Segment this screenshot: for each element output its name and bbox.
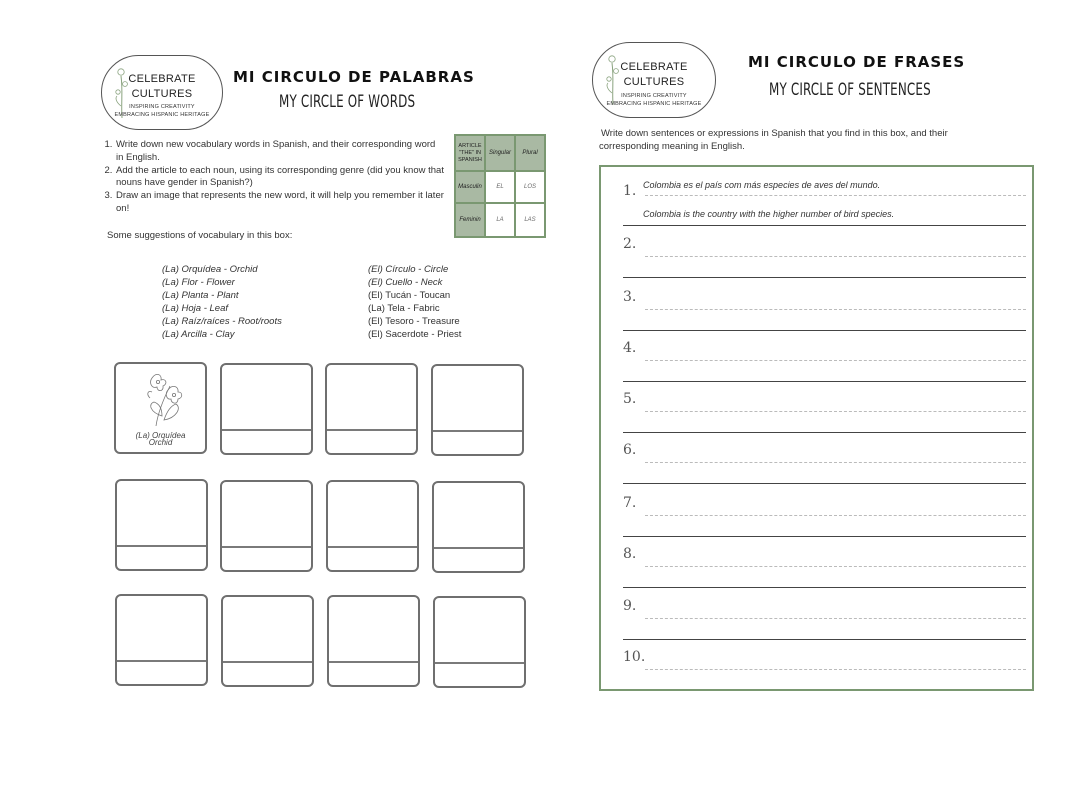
sentence-row[interactable]	[601, 588, 1032, 639]
logo-text-cultures: CULTURES	[623, 76, 685, 88]
sentence-dashed-line	[645, 618, 1026, 619]
card-divider	[329, 661, 418, 663]
word-card[interactable]	[115, 479, 208, 571]
vocab-item: (La) Hoja - Leaf	[162, 303, 229, 314]
word-card[interactable]	[432, 481, 525, 573]
vocab-list-left	[162, 263, 282, 341]
article-cell: EL	[485, 171, 515, 203]
logo-tagline-1: INSPIRING CREATIVITY	[129, 104, 195, 110]
sentence-dashed-line	[645, 411, 1026, 412]
card-divider	[222, 429, 311, 431]
sentence-english: Colombia is the country with the higher number of bird species.	[643, 209, 895, 219]
sentence-row[interactable]	[601, 226, 1032, 277]
vocab-list-right	[368, 263, 461, 341]
sentence-dashed-line	[645, 360, 1026, 361]
sentence-solid-line	[623, 277, 1026, 278]
card-divider	[327, 429, 416, 431]
right-instructions: Write down sentences or expressions in Spanish that you find in this box, and their corresponding meaning in English.	[599, 128, 948, 152]
sentence-row[interactable]	[601, 381, 1032, 432]
vocab-item: (La) Arcilla - Clay	[162, 329, 235, 340]
sentence-row[interactable]	[601, 536, 1032, 587]
card-divider	[328, 546, 417, 548]
sentence-spanish: Colombia es el país com más especies de aves del mundo.	[643, 180, 881, 190]
sentence-row[interactable]	[601, 485, 1032, 536]
card-divider	[223, 661, 312, 663]
word-card-example[interactable]	[114, 362, 207, 454]
article-col-singular: Singular	[485, 135, 515, 171]
card-divider	[117, 660, 206, 662]
instruction-item: 3. Draw an image that represents the new word, it will help you remember it later on!	[115, 190, 444, 216]
vocab-item: (El) Cuello - Neck	[368, 277, 443, 288]
vocab-item: (La) Orquídea - Orchid	[162, 264, 258, 275]
sentence-number: 7.	[623, 495, 637, 511]
logo-text-celebrate: CELEBRATE	[620, 61, 688, 73]
sentence-number: 3.	[623, 289, 637, 305]
article-row-masculin: Masculin	[455, 171, 485, 203]
left-logo-badge	[101, 55, 223, 130]
article-table	[454, 134, 546, 238]
vocab-item: (La) Tela - Fabric	[368, 303, 440, 314]
word-card[interactable]	[431, 364, 524, 456]
instruction-item: 1. Write down new vocabulary words in Spanish, and their corresponding word in English.	[115, 139, 444, 165]
sentence-number: 1.	[623, 183, 637, 199]
vocab-item: (El) Círculo - Circle	[368, 264, 449, 275]
sentence-row[interactable]	[601, 279, 1032, 330]
word-card[interactable]	[433, 596, 526, 688]
word-card[interactable]	[221, 595, 314, 687]
card-divider	[222, 546, 311, 548]
word-card[interactable]	[327, 595, 420, 687]
sentence-number: 10.	[623, 649, 646, 665]
article-cell: LA	[485, 203, 515, 237]
vocab-item: (La) Planta - Plant	[162, 290, 239, 301]
word-card[interactable]	[220, 480, 313, 572]
sentence-number: 6.	[623, 442, 637, 458]
right-title-english: MY CIRCLE OF SENTENCES	[769, 80, 931, 100]
article-cell: LAS	[515, 203, 545, 237]
left-title-english: MY CIRCLE OF WORDS	[279, 92, 416, 112]
vocab-item: (La) Raíz/raíces - Root/roots	[162, 316, 282, 327]
sentence-row[interactable]	[601, 432, 1032, 483]
word-card[interactable]	[220, 363, 313, 455]
sentence-dashed-line	[645, 195, 1026, 196]
card-divider	[433, 430, 522, 432]
word-card[interactable]	[326, 480, 419, 572]
word-card[interactable]	[325, 363, 418, 455]
instruction-item: 2. Add the article to each noun, using its corresponding genre (did you know that nouns have gender in Spanish?)	[115, 165, 444, 191]
sentence-row[interactable]	[601, 173, 1032, 224]
left-title-spanish: MI CIRCULO DE PALABRAS	[233, 68, 475, 86]
example-card-caption	[116, 432, 205, 446]
sentence-dashed-line	[645, 515, 1026, 516]
sentences-box	[599, 165, 1034, 691]
article-table-corner: ARTICLE "THE" IN SPANISH	[455, 135, 485, 171]
vocab-item: (El) Tucán - Toucan	[368, 290, 451, 301]
right-logo-badge	[592, 42, 716, 118]
article-col-plural: Plural	[515, 135, 545, 171]
logo-text-celebrate: CELEBRATE	[128, 73, 196, 85]
logo-tagline-2: EMBRACING HISPANIC HERITAGE	[114, 112, 210, 118]
sentence-dashed-line	[645, 309, 1026, 310]
sentence-number: 5.	[623, 391, 637, 407]
sentence-dashed-line	[645, 256, 1026, 257]
sentence-solid-line	[623, 483, 1026, 484]
card-divider	[434, 547, 523, 549]
sentence-number: 8.	[623, 546, 637, 562]
word-card[interactable]	[115, 594, 208, 686]
sentence-number: 9.	[623, 598, 637, 614]
sentence-number: 2.	[623, 236, 637, 252]
card-divider	[435, 662, 524, 664]
sentence-dashed-line	[645, 566, 1026, 567]
article-cell: LOS	[515, 171, 545, 203]
orchid-drawing-icon	[144, 368, 190, 428]
logo-tagline-2: EMBRACING HISPANIC HERITAGE	[606, 101, 702, 107]
card-divider	[117, 545, 206, 547]
article-row-feminin: Feminin	[455, 203, 485, 237]
right-title-spanish: MI CIRCULO DE FRASES	[748, 53, 966, 71]
sentence-number: 4.	[623, 340, 637, 356]
sentence-dashed-line	[645, 669, 1026, 670]
vocab-item: (La) Flor - Flower	[162, 277, 235, 288]
sentence-row[interactable]	[601, 639, 1032, 690]
example-card-english: Orchid	[148, 438, 173, 447]
logo-tagline-1: INSPIRING CREATIVITY	[621, 93, 687, 99]
vocab-item: (El) Sacerdote - Priest	[368, 329, 462, 340]
sentence-row[interactable]	[601, 330, 1032, 381]
sentence-dashed-line	[645, 462, 1026, 463]
vocab-item: (El) Tesoro - Treasure	[368, 316, 460, 327]
left-instructions	[99, 139, 444, 216]
logo-text-cultures: CULTURES	[131, 88, 193, 100]
example-card-spanish: (La) Orquídea	[135, 431, 186, 440]
suggestions-label: Some suggestions of vocabulary in this box:	[107, 230, 293, 241]
